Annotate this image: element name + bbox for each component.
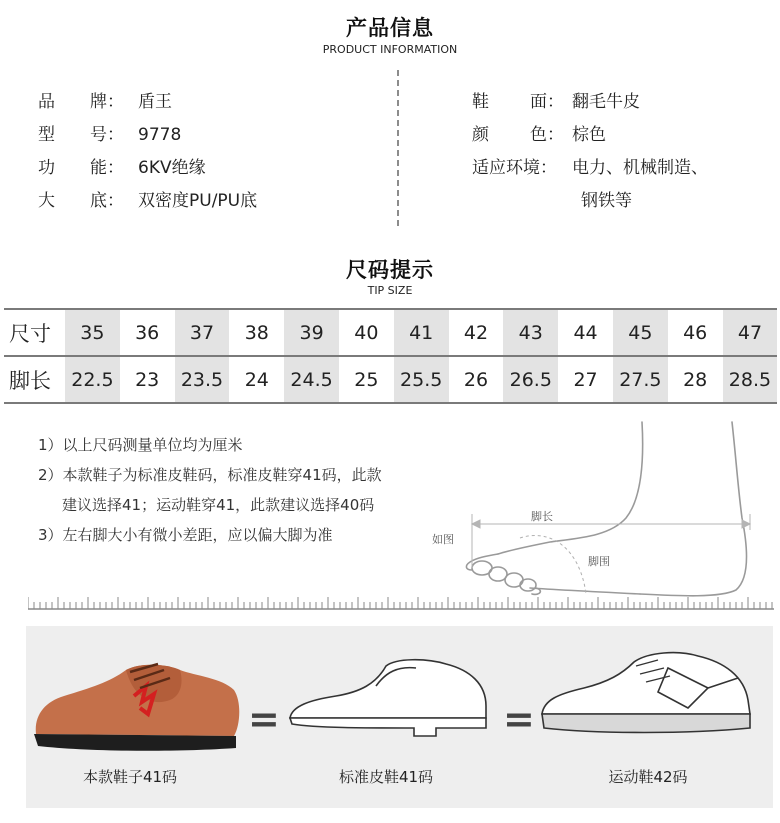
size-cell: 43	[503, 309, 558, 356]
size-cell: 38	[229, 309, 284, 356]
size-cell: 36	[120, 309, 175, 356]
foot-length-cell: 23.5	[175, 356, 230, 403]
info-row-function	[38, 153, 206, 178]
foot-length-cell: 28.5	[723, 356, 778, 403]
size-cell: 35	[65, 309, 120, 356]
foot-length-label: 脚长	[531, 510, 553, 523]
foot-length-row-label: 脚长	[9, 368, 51, 393]
info-key-2a: 型	[38, 125, 55, 145]
size-table	[4, 308, 777, 404]
info-row-model	[38, 120, 181, 145]
info-key-1a: 品	[38, 92, 55, 112]
info-value-sole: 双密度PU/PU底	[138, 191, 258, 211]
sneaker-image	[538, 648, 756, 740]
size-cell: 37	[175, 309, 230, 356]
comparison-label-work-shoe: 本款鞋子41码	[82, 768, 178, 786]
foot-length-cell: 27	[573, 368, 598, 391]
info-value-color: 棕色	[572, 125, 606, 145]
ruler	[28, 592, 774, 612]
foot-length-cell: 26	[463, 368, 489, 391]
info-key-4b: 底：	[90, 191, 124, 211]
info-row-sole	[38, 186, 257, 211]
foot-girth-label: 脚围	[588, 555, 610, 568]
info-row-upper	[472, 87, 640, 112]
foot-length-cell: 27.5	[613, 356, 668, 403]
info-divider	[397, 70, 399, 226]
info-key-4a: 大	[38, 191, 55, 211]
info-value-function: 6KV绝缘	[138, 158, 206, 178]
size-row	[4, 309, 777, 356]
foot-length-cell: 24	[244, 368, 269, 391]
equals-sign-2: =	[503, 697, 535, 741]
foot-length-cell: 24.5	[284, 356, 339, 403]
info-key-2b: 号：	[90, 125, 124, 145]
size-cell: 41	[394, 309, 449, 356]
size-cell: 47	[723, 309, 778, 356]
size-tips-title: 尺码提示	[346, 258, 434, 282]
foot-length-cell: 25	[354, 368, 379, 391]
note-2-cont: 建议选择41；运动鞋穿41，此款建议选择40码	[62, 496, 375, 514]
info-key-7: 适应环境：	[472, 158, 557, 178]
product-info-subtitle: PRODUCT INFORMATION	[322, 43, 458, 56]
size-cell: 44	[558, 309, 613, 356]
figure-label: 如图	[432, 533, 454, 546]
info-key-1b: 牌：	[90, 92, 124, 112]
foot-diagram	[420, 418, 770, 598]
info-value-brand: 盾王	[138, 92, 172, 112]
info-row-environment-cont	[581, 186, 632, 211]
comparison-label-leather-shoe: 标准皮鞋41码	[338, 768, 434, 786]
foot-length-cell: 25.5	[394, 356, 449, 403]
info-key-3a: 功	[38, 158, 55, 178]
foot-length-cell: 22.5	[65, 356, 120, 403]
work-shoe-image	[30, 656, 242, 752]
size-cell: 46	[668, 309, 723, 356]
info-key-3b: 能：	[90, 158, 124, 178]
info-row-brand	[38, 87, 172, 112]
info-key-6b: 色：	[530, 125, 564, 145]
info-key-5a: 鞋	[472, 92, 489, 112]
size-cell: 45	[613, 309, 668, 356]
size-cell: 39	[284, 309, 339, 356]
foot-length-row	[4, 356, 777, 403]
size-cell: 40	[339, 309, 394, 356]
note-3: 3）左右脚大小有微小差距，应以偏大脚为准	[38, 526, 333, 544]
leather-shoe-image	[286, 656, 492, 740]
equals-sign-1: =	[248, 697, 280, 741]
size-tips-subtitle: TIP SIZE	[367, 284, 413, 297]
info-row-environment	[472, 153, 708, 178]
info-key-6a: 颜	[472, 125, 489, 145]
info-value-upper: 翻毛牛皮	[572, 92, 640, 112]
info-key-5b: 面：	[530, 92, 564, 112]
info-row-color	[472, 120, 606, 145]
note-2: 2）本款鞋子为标准皮鞋码，标准皮鞋穿41码，此款	[38, 466, 382, 484]
foot-length-cell: 23	[135, 368, 160, 391]
size-row-label: 尺寸	[4, 309, 65, 356]
foot-length-cell: 26.5	[503, 356, 558, 403]
size-cell: 42	[449, 309, 504, 356]
product-info-title: 产品信息	[346, 16, 434, 40]
info-value-environment-cont: 钢铁等	[581, 191, 632, 211]
foot-length-cell: 28	[683, 368, 708, 391]
info-value-model: 9778	[138, 125, 182, 145]
info-value-environment: 电力、机械制造、	[572, 158, 708, 178]
note-1: 1）以上尺码测量单位均为厘米	[38, 436, 243, 454]
comparison-label-sneaker: 运动鞋42码	[608, 768, 688, 786]
